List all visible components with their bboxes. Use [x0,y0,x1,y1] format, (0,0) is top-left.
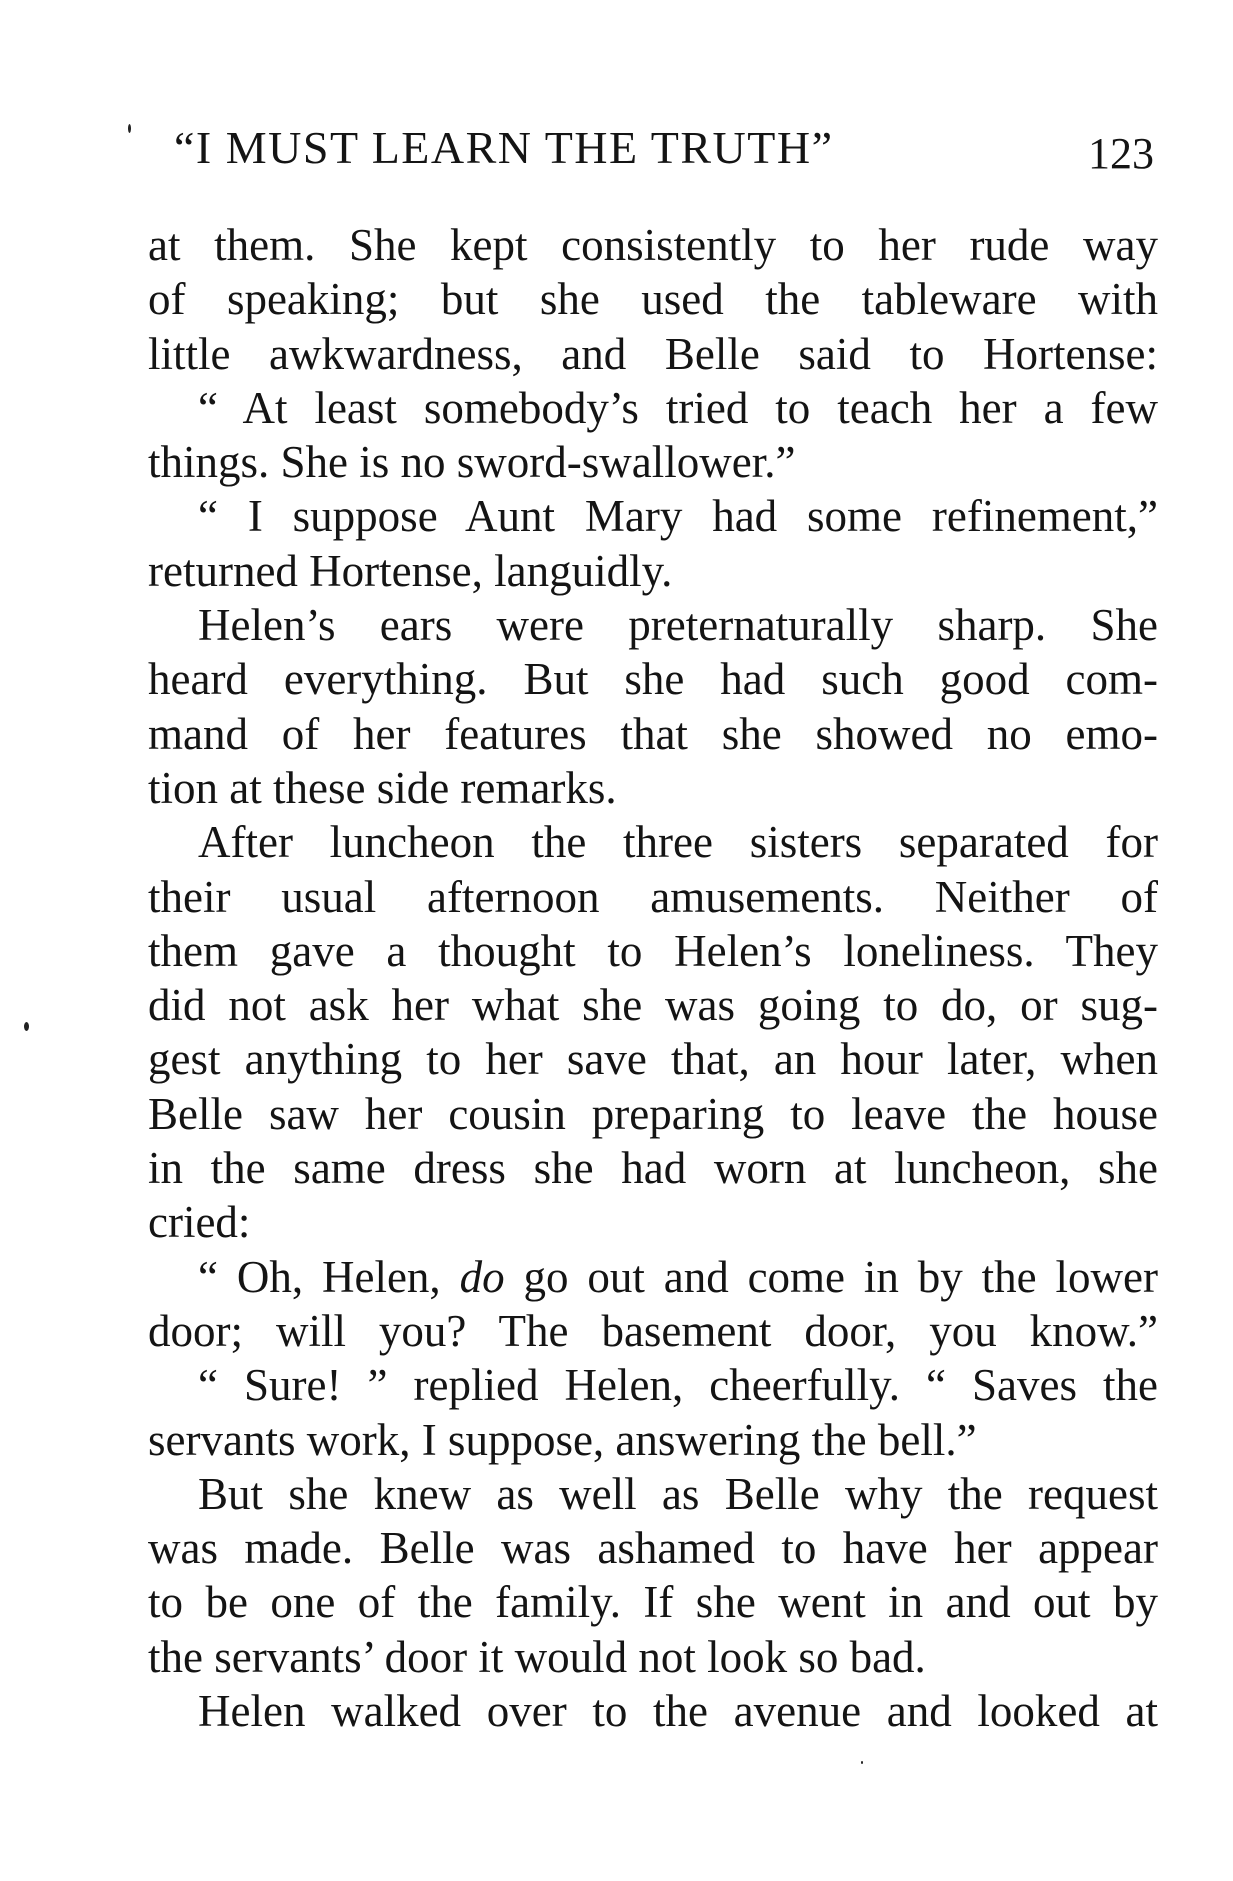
text-line: did not ask her what she was going to do, or sug- [148,980,1158,1031]
text-line: Helen walked over to the avenue and looked at [198,1686,1158,1737]
text-line: “ At least somebody’s tried to teach her a few [198,382,1158,433]
text-line: Helen’s ears were preternaturally sharp. She [198,600,1158,651]
text-span: go out and come in by the lower [504,1251,1158,1302]
text-line: in the same dress she had worn at luncheon, she [148,1143,1158,1194]
text-line: mand of her features that she showed no emo- [148,708,1158,759]
text-line: things. She is no sword-swallower.” [148,437,796,488]
page-number: 123 [1088,129,1154,178]
text-line: returned Hortense, languidly. [148,545,673,596]
text-line: to be one of the family. If she went in and out by [148,1577,1158,1628]
text-line: Belle saw her cousin preparing to leave the house [148,1088,1158,1139]
body-text [148,218,1158,1738]
italic-emphasis: do [459,1251,505,1302]
scan-speck [861,1761,863,1764]
text-line: gest anything to her save that, an hour later, when [148,1034,1158,1085]
text-line: their usual afternoon amusements. Neither of [148,871,1158,922]
text-line: But she knew as well as Belle why the request [198,1468,1158,1519]
scan-speck [128,124,131,133]
text-line: was made. Belle was ashamed to have her appear [148,1523,1158,1574]
text-line: cried: [148,1197,251,1248]
text-span: “ Oh, Helen, [198,1251,460,1302]
text-line: little awkwardness, and Belle said to Hortense: [148,328,1158,379]
text-line: After luncheon the three sisters separated for [198,817,1158,868]
running-head: “I MUST LEARN THE TRUTH” [174,122,834,173]
scan-speck [24,1022,29,1031]
text-line: servants work, I suppose, answering the bell.” [148,1414,977,1465]
text-line: “ I suppose Aunt Mary had some refinement,” [198,491,1158,542]
text-line: the servants’ door it would not look so bad. [148,1631,926,1682]
text-line: door; will you? The basement door, you know.” [148,1305,1158,1356]
text-line: of speaking; but she used the tableware with [148,274,1158,325]
page-header [174,118,1154,178]
text-line: “ Sure! ” replied Helen, cheerfully. “ Saves the [198,1360,1158,1411]
text-line: at them. She kept consistently to her rude way [148,220,1158,270]
text-line [148,1250,1158,1304]
text-line: them gave a thought to Helen’s loneliness. They [148,925,1158,976]
text-line: tion at these side remarks. [148,762,617,813]
text-line: heard everything. But she had such good com- [148,654,1158,705]
